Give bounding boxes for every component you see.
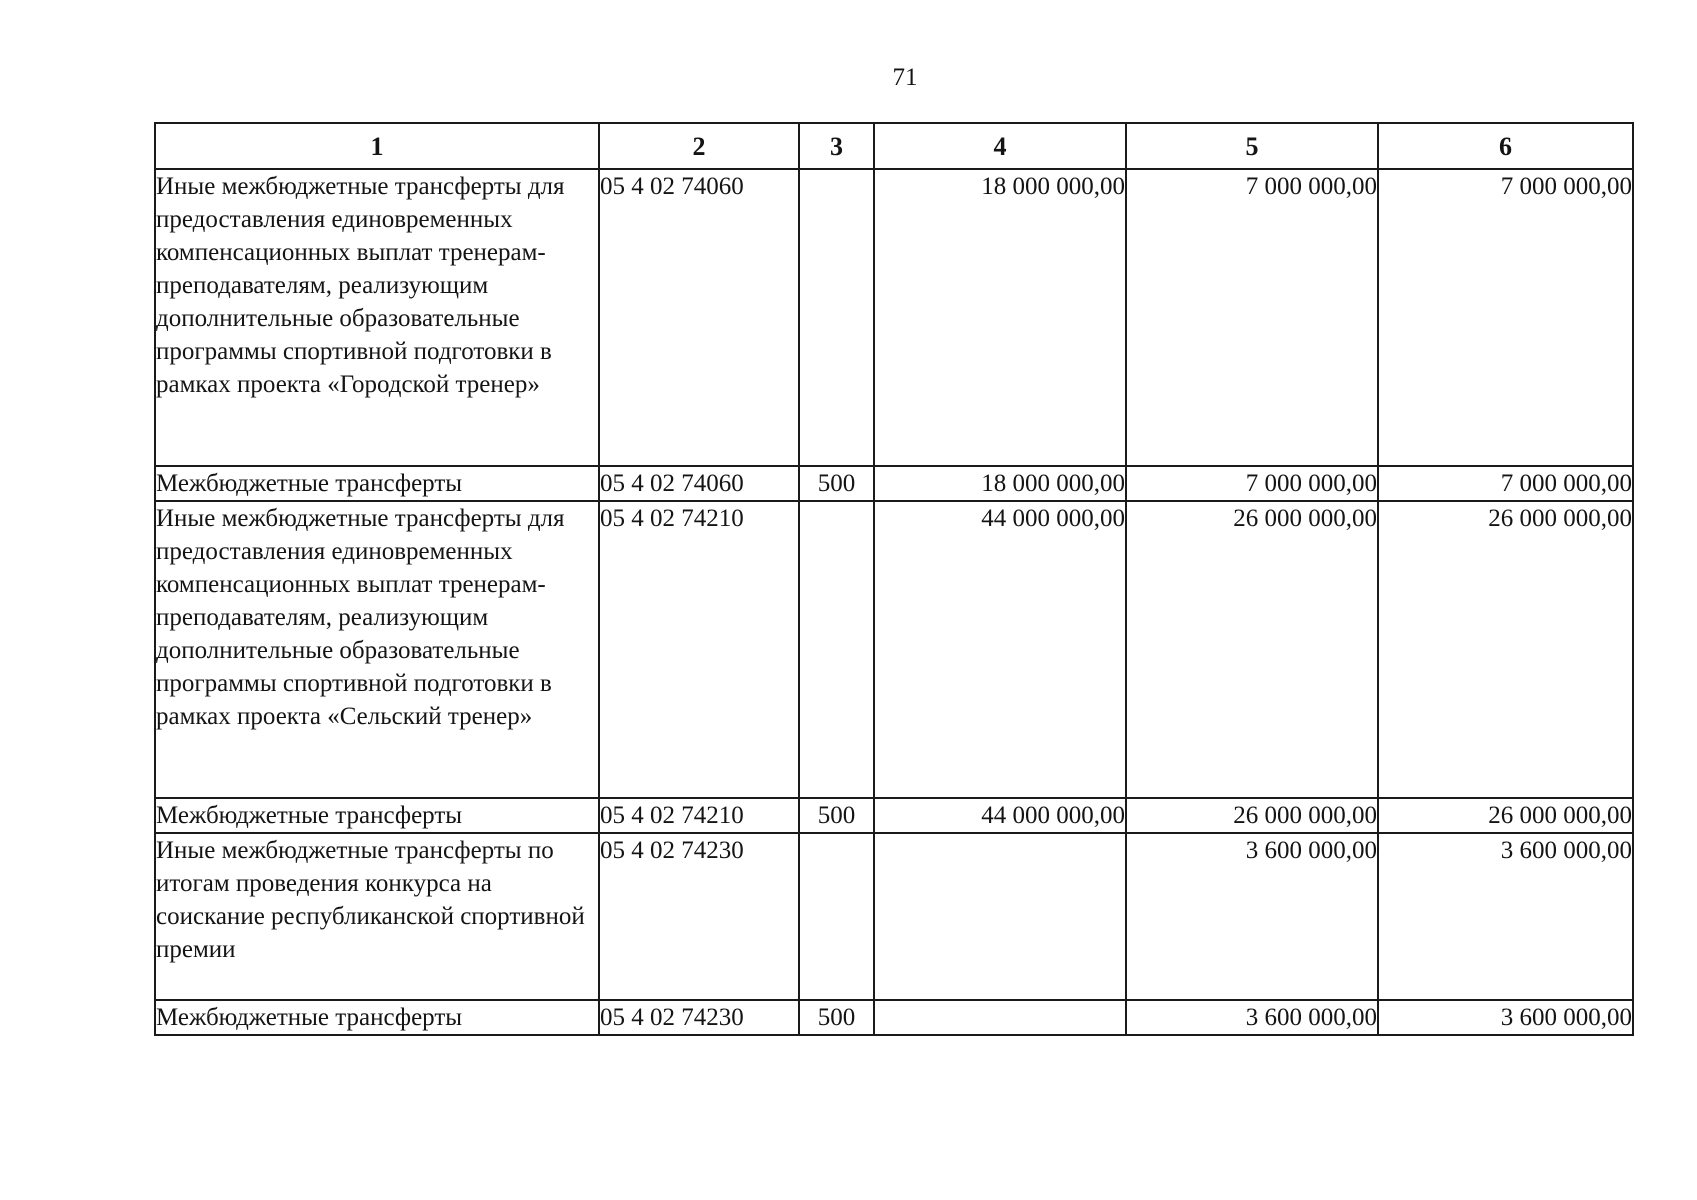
table-row [155,1000,1633,1035]
column-header: 4 [874,123,1126,169]
row-code-cell: 05 4 02 74230 [599,833,799,1000]
row-amount-4-cell [874,1000,1126,1035]
row-amount-6-cell: 7 000 000,00 [1378,169,1633,466]
row-amount-4-cell: 18 000 000,00 [874,169,1126,466]
row-amount-5-cell: 26 000 000,00 [1126,798,1378,833]
row-amount-6-cell: 26 000 000,00 [1378,501,1633,798]
table-row [155,798,1633,833]
row-amount-4-cell: 44 000 000,00 [874,501,1126,798]
row-amount-6-cell: 3 600 000,00 [1378,1000,1633,1035]
row-amount-5-cell: 7 000 000,00 [1126,169,1378,466]
column-header: 1 [155,123,599,169]
row-type-cell [799,169,874,466]
row-type-cell: 500 [799,466,874,501]
column-header: 6 [1378,123,1633,169]
row-code-cell: 05 4 02 74210 [599,501,799,798]
row-amount-4-cell: 44 000 000,00 [874,798,1126,833]
row-name-cell: Межбюджетные трансферты [155,1000,599,1035]
row-amount-6-cell: 26 000 000,00 [1378,798,1633,833]
row-code-cell: 05 4 02 74060 [599,466,799,501]
row-type-cell: 500 [799,798,874,833]
row-code-cell: 05 4 02 74210 [599,798,799,833]
table-row [155,169,1633,466]
row-name-cell: Межбюджетные трансферты [155,466,599,501]
column-header: 5 [1126,123,1378,169]
row-amount-4-cell [874,833,1126,1000]
row-code-cell: 05 4 02 74230 [599,1000,799,1035]
row-amount-5-cell: 3 600 000,00 [1126,1000,1378,1035]
row-amount-6-cell: 3 600 000,00 [1378,833,1633,1000]
row-amount-4-cell: 18 000 000,00 [874,466,1126,501]
row-type-cell [799,501,874,798]
table-header-row [155,123,1633,169]
row-type-cell: 500 [799,1000,874,1035]
budget-table [154,122,1634,1036]
table-row [155,466,1633,501]
row-code-cell: 05 4 02 74060 [599,169,799,466]
table-row [155,833,1633,1000]
row-type-cell [799,833,874,1000]
row-amount-6-cell: 7 000 000,00 [1378,466,1633,501]
row-amount-5-cell: 7 000 000,00 [1126,466,1378,501]
row-name-cell: Иные межбюджетные трансферты для предоставления единовременных компенсационных выплат тренерам-преподавателям, реализующим дополнительные образовательные программы спортивной подготовки в рамках проекта «Городской тренер» [155,169,599,466]
page-number: 71 [892,64,918,91]
column-header: 3 [799,123,874,169]
table-row [155,501,1633,798]
row-name-cell: Межбюджетные трансферты [155,798,599,833]
row-name-cell: Иные межбюджетные трансферты для предоставления единовременных компенсационных выплат тренерам-преподавателям, реализующим дополнительные образовательные программы спортивной подготовки в рамках проекта «Сельский тренер» [155,501,599,798]
row-amount-5-cell: 26 000 000,00 [1126,501,1378,798]
row-name-cell: Иные межбюджетные трансферты по итогам проведения конкурса на соискание республиканской спортивной премии [155,833,599,1000]
row-amount-5-cell: 3 600 000,00 [1126,833,1378,1000]
column-header: 2 [599,123,799,169]
